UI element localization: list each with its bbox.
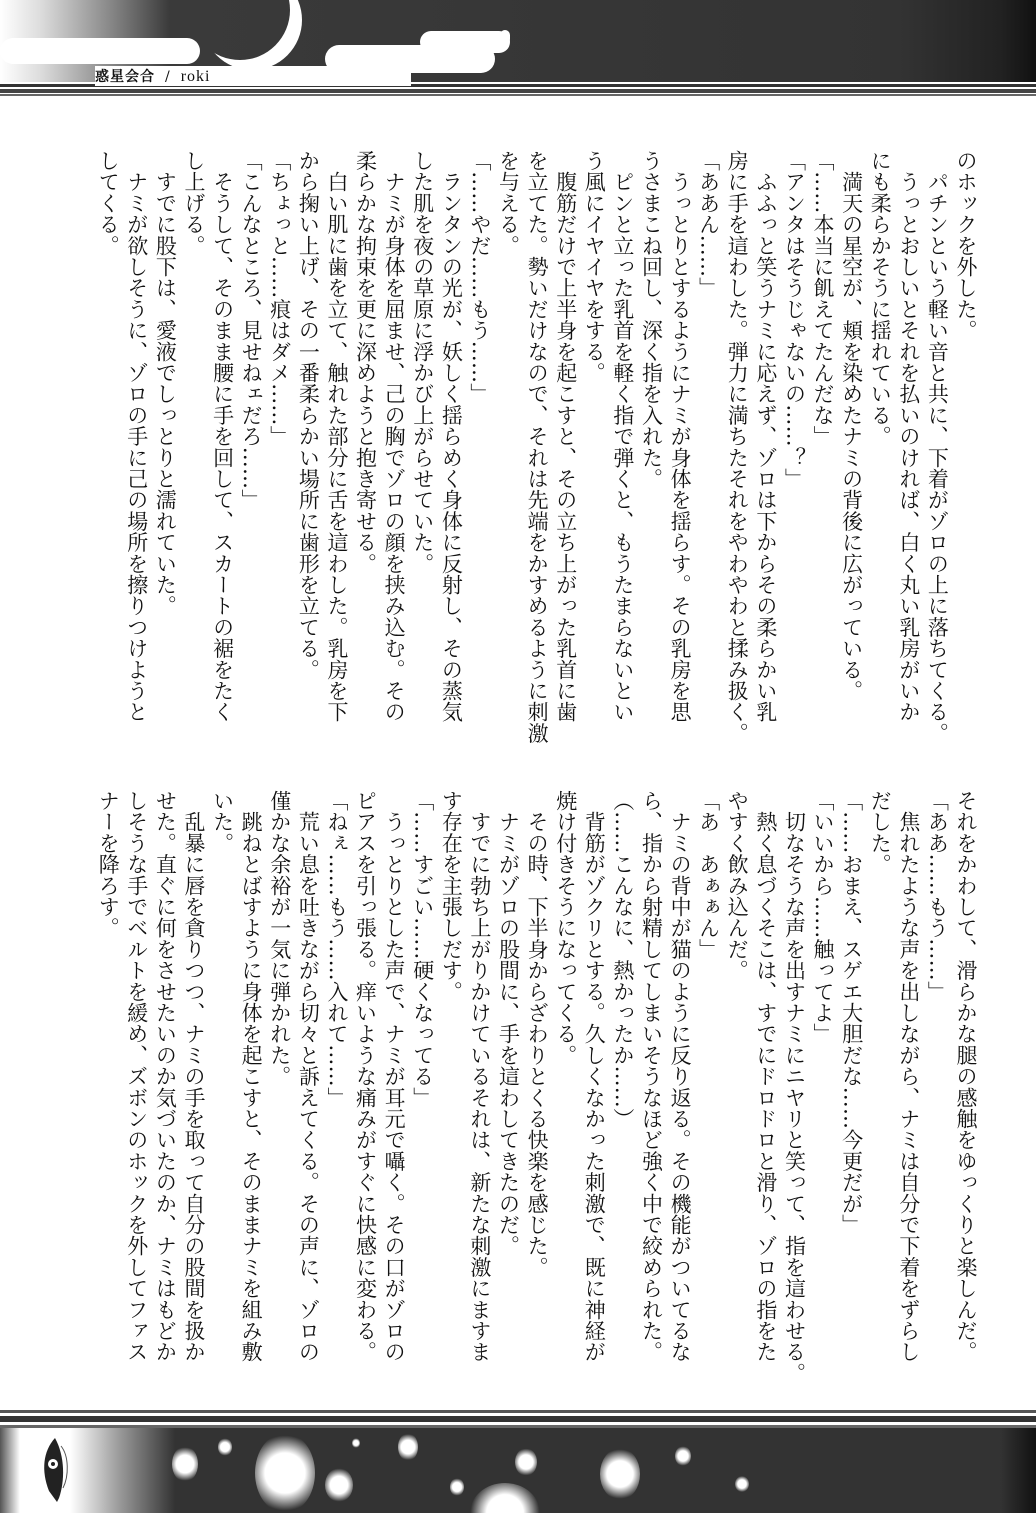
text-line: し上げる。 <box>181 150 206 256</box>
text-line: 「……やだ……もう……」 <box>467 150 492 405</box>
bokeh-light <box>172 1446 198 1482</box>
text-line: 乱暴に唇を貪りつつ、ナミの手を取って自分の股間を扱か <box>181 790 206 1363</box>
text-line: してくる。 <box>96 150 121 256</box>
footer-rule <box>0 1410 1036 1428</box>
text-line: 柔らかな拘束を更に深めようと抱き寄せる。 <box>353 150 378 574</box>
text-line: その時、下半身からざわりとくる快楽を感じた。 <box>525 790 550 1278</box>
text-line: 「ねぇ……もう……入れて……」 <box>324 790 349 1108</box>
beetle-ornament-icon <box>35 1436 75 1506</box>
text-line: それをかわして、滑らかな腿の感触をゆっくりと楽しんだ。 <box>954 790 978 1363</box>
text-line: 跳ねとばすように身体を起こすと、そのままナミを組み敷 <box>239 790 264 1363</box>
text-line: から掬い上げ、その一番柔らかい場所に歯形を立てる。 <box>296 150 321 680</box>
text-line: のホックを外した。 <box>954 150 978 341</box>
separator: / <box>165 69 171 85</box>
author-name: roki <box>180 68 211 85</box>
text-line: 「ああ……もう……」 <box>925 790 950 1002</box>
bokeh-light <box>600 1448 640 1500</box>
text-line: うっとおしいとそれを払いのければ、白く丸い乳房がいか <box>896 150 921 723</box>
text-line: 「ああん……」 <box>696 150 721 299</box>
text-line: 房に手を這わした。弾力に満ちたそれをやわやわと揉み扱く。 <box>725 150 750 744</box>
text-line: 切なそうな声を出すナミにニヤリと笑って、指を這わせる。 <box>782 790 807 1384</box>
text-line: 焦れたような声を出しながら、ナミは自分で下着をずらし <box>896 790 921 1363</box>
text-line: うさまこね回し、深く指を入れた。 <box>639 150 664 490</box>
bokeh-light <box>398 1433 418 1461</box>
text-line: にも柔らかそうに揺れている。 <box>868 150 893 447</box>
text-line: ナミの背中が猫のように反り返る。その機能がついてるな <box>668 790 693 1363</box>
text-line: した肌を夜の草原に浮かび上がらせていた。 <box>410 150 435 574</box>
text-line: 「あ あぁぁん」 <box>696 790 721 960</box>
cloud-shape <box>500 30 510 44</box>
text-line: 満天の星空が、頬を染めたナミの背後に広がっている。 <box>839 150 864 702</box>
text-line: やすく飲み込んだ。 <box>725 790 750 981</box>
text-line: すでに股下は、愛液でしっとりと濡れていた。 <box>153 150 178 617</box>
bokeh-light <box>218 1438 232 1456</box>
running-head <box>95 66 411 86</box>
text-block-bottom <box>96 790 980 1384</box>
bokeh-light <box>325 1468 353 1502</box>
text-line: 「……本当に飢えてたんだな」 <box>811 150 836 447</box>
text-line: 「ちょっと……痕はダメ……」 <box>267 150 292 447</box>
cloud-shape <box>0 38 200 64</box>
text-line: 「いいから……触ってよ」 <box>811 790 836 1045</box>
text-line: ナミが身体を屈ませ、己の胸でゾロの顔を挟み込む。その <box>382 150 407 723</box>
text-line: 熱く息づくそこは、すでにドロドロと滑り、ゾロの指をた <box>753 790 778 1363</box>
text-line: ナーを降ろす。 <box>96 790 121 939</box>
bokeh-light <box>470 1483 540 1513</box>
text-line: だした。 <box>868 790 893 875</box>
text-line: 僅かな余裕が一気に弾かれた。 <box>267 790 292 1087</box>
bokeh-light <box>735 1476 749 1492</box>
footer-decoration <box>0 1428 1036 1513</box>
text-line: うっとりとした声で、ナミが耳元で囁く。その口がゾロの <box>382 790 407 1363</box>
text-line: 「……すごい……硬くなってる」 <box>410 790 435 1108</box>
text-line: すでに勃ち上がりかけているそれは、新たな刺激にますま <box>467 790 492 1363</box>
text-line: を立てた。勢いだけなので、それは先端をかすめるように刺激 <box>525 150 550 744</box>
text-line: 「……おまえ、スゲエ大胆だな……今更だが」 <box>839 790 864 1236</box>
text-line: 背筋がゾクリとする。久しくなかった刺激で、既に神経が <box>582 790 607 1363</box>
text-line: しそうな手でベルトを緩め、ズボンのホックを外してファス <box>124 790 149 1363</box>
text-line: 「こんなところ、見せねェだろ……」 <box>239 150 264 511</box>
text-line: うっとりとするようにナミが身体を揺らす。その乳房を思 <box>668 150 693 723</box>
cloud-shape <box>420 31 510 53</box>
bokeh-light <box>450 1478 464 1496</box>
text-line: を与える。 <box>496 150 521 256</box>
text-line: ナミが欲しそうに、ゾロの手に己の場所を擦りつけようと <box>124 150 149 723</box>
text-line: ランタンの光が、妖しく揺らめく身体に反射し、その蒸気 <box>439 150 464 723</box>
text-line: 「アンタはそうじゃないの……？」 <box>782 150 807 490</box>
text-line: いた。 <box>210 790 235 854</box>
text-line: ら、指から射精してしまいそうなほど強く中で絞められた。 <box>639 790 664 1363</box>
text-line: 焼け付きそうになってくる。 <box>553 790 578 1066</box>
header-rule <box>0 84 1036 98</box>
text-line: 荒い息を吐きながら切々と訴えてくる。その声に、ゾロの <box>296 790 321 1363</box>
book-title: 惑星会合 <box>95 69 155 85</box>
text-line: ナミがゾロの股間に、手を這わしてきたのだ。 <box>496 790 521 1257</box>
text-line: ふふっと笑うナミに応えず、ゾロは下からその柔らかい乳 <box>753 150 778 723</box>
bokeh-light <box>515 1448 537 1476</box>
text-line: 白い肌に歯を立て、触れた部分に舌を這わした。乳房を下 <box>324 150 349 723</box>
bokeh-light <box>352 1438 360 1448</box>
text-line: ピアスを引っ張る。痒いような痛みがすぐに快感に変わる。 <box>353 790 378 1363</box>
text-line: ピンと立った乳首を軽く指で弾くと、もうたまらないとい <box>610 150 635 723</box>
bokeh-light <box>675 1446 691 1466</box>
text-line: せた。直ぐに何をさせたいのか気づいたのか、ナミはもどか <box>153 790 178 1363</box>
text-line: う風にイヤイヤをする。 <box>582 150 607 384</box>
text-block-top <box>96 150 980 744</box>
crescent-moon-icon <box>190 0 290 60</box>
text-line: 腹筋だけで上半身を起こすと、その立ち上がった乳首に歯 <box>553 150 578 723</box>
text-line: す存在を主張しだす。 <box>439 790 464 1002</box>
text-line: そうして、そのまま腰に手を回して、スカートの裾をたく <box>210 150 235 723</box>
text-line: パチンという軽い音と共に、下着がゾロの上に落ちてくる。 <box>925 150 950 744</box>
bokeh-light <box>255 1433 315 1513</box>
text-line: （……こんなに、熱かったか……） <box>610 790 635 1130</box>
